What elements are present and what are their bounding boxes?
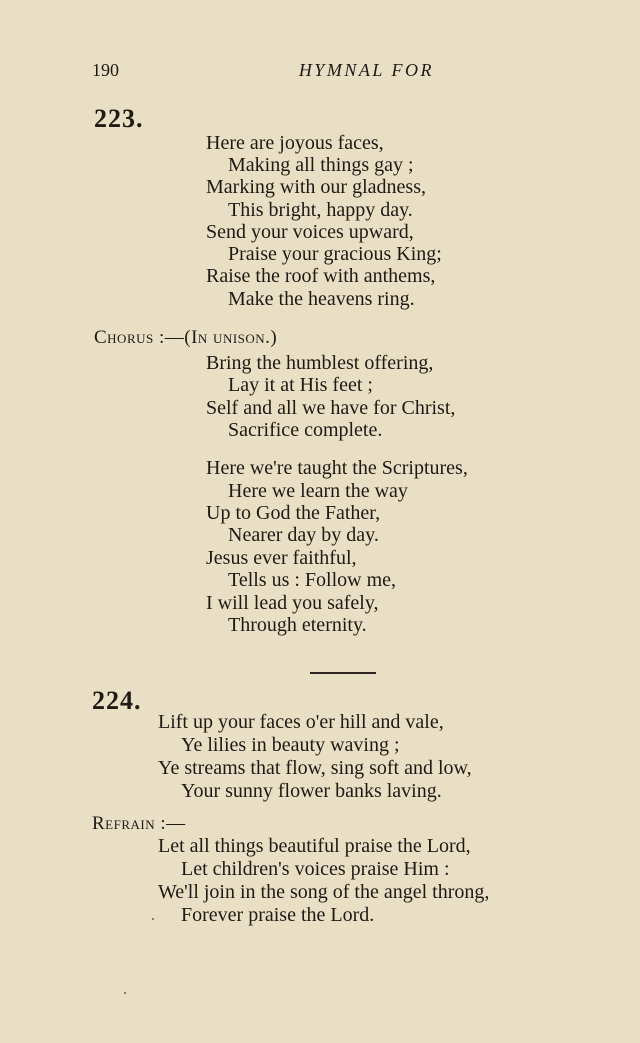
hymn-223-stanza2-line5: Jesus ever faithful, xyxy=(206,547,357,569)
print-speck xyxy=(152,918,154,920)
hymn-223-stanza1-line6: Praise your gracious King; xyxy=(228,243,442,265)
hymn-223-chorus-line4: Sacrifice complete. xyxy=(228,419,383,441)
hymn-223-stanza1-line3: Marking with our gladness, xyxy=(206,176,426,198)
hymn-223-stanza1-line7: Raise the roof with anthems, xyxy=(206,265,436,287)
section-divider xyxy=(310,672,376,674)
hymn-224-refrain-line1: Let all things beautiful praise the Lord, xyxy=(158,835,471,857)
hymn-223-stanza2-line6: Tells us : Follow me, xyxy=(228,569,397,591)
hymn-223-stanza2-line7: I will lead you safely, xyxy=(206,592,379,614)
page-header xyxy=(92,60,434,84)
hymn-223-chorus-line1: Bring the humblest offering, xyxy=(206,352,434,374)
hymn-224-stanza1-line3: Ye streams that flow, sing soft and low, xyxy=(158,757,472,779)
hymn-223-stanza2-line2: Here we learn the way xyxy=(228,480,408,502)
hymn-224-stanza1-line1: Lift up your faces o'er hill and vale, xyxy=(158,711,444,733)
print-speck xyxy=(124,992,126,994)
running-title: HYMNAL FOR xyxy=(298,60,434,80)
hymn-224-refrain-line2: Let children's voices praise Him : xyxy=(181,858,450,880)
hymn-223-stanza1-line1: Here are joyous faces, xyxy=(206,132,384,154)
hymn-223-stanza1-line2: Making all things gay ; xyxy=(228,154,414,176)
hymn-number-223: 223. xyxy=(94,104,144,133)
hymn-223-stanza2-line4: Nearer day by day. xyxy=(228,524,379,546)
hymn-224-refrain-line4: Forever praise the Lord. xyxy=(181,904,375,926)
hymn-223-stanza1-line5: Send your voices upward, xyxy=(206,221,414,243)
hymn-223-stanza2-line8: Through eternity. xyxy=(228,614,367,636)
hymn-224-stanza1-line4: Your sunny flower banks laving. xyxy=(181,780,442,802)
page-number: 190 xyxy=(92,60,119,80)
hymn-223-stanza1-line4: This bright, happy day. xyxy=(228,199,413,221)
hymn-223-chorus-line2: Lay it at His feet ; xyxy=(228,374,373,396)
hymn-224-refrain-line3: We'll join in the song of the angel throng, xyxy=(158,881,490,903)
hymn-223-chorus-line3: Self and all we have for Christ, xyxy=(206,397,456,419)
hymn-224-stanza1-line2: Ye lilies in beauty waving ; xyxy=(181,734,400,756)
hymn-223-chorus-label: Chorus :—(In unison.) xyxy=(94,327,278,348)
hymn-223-stanza2-line1: Here we're taught the Scriptures, xyxy=(206,457,468,479)
hymn-number-224: 224. xyxy=(92,686,142,715)
hymn-223-stanza2-line3: Up to God the Father, xyxy=(206,502,381,524)
hymn-223-stanza1-line8: Make the heavens ring. xyxy=(228,288,415,310)
hymn-224-refrain-label: Refrain :— xyxy=(92,813,186,834)
